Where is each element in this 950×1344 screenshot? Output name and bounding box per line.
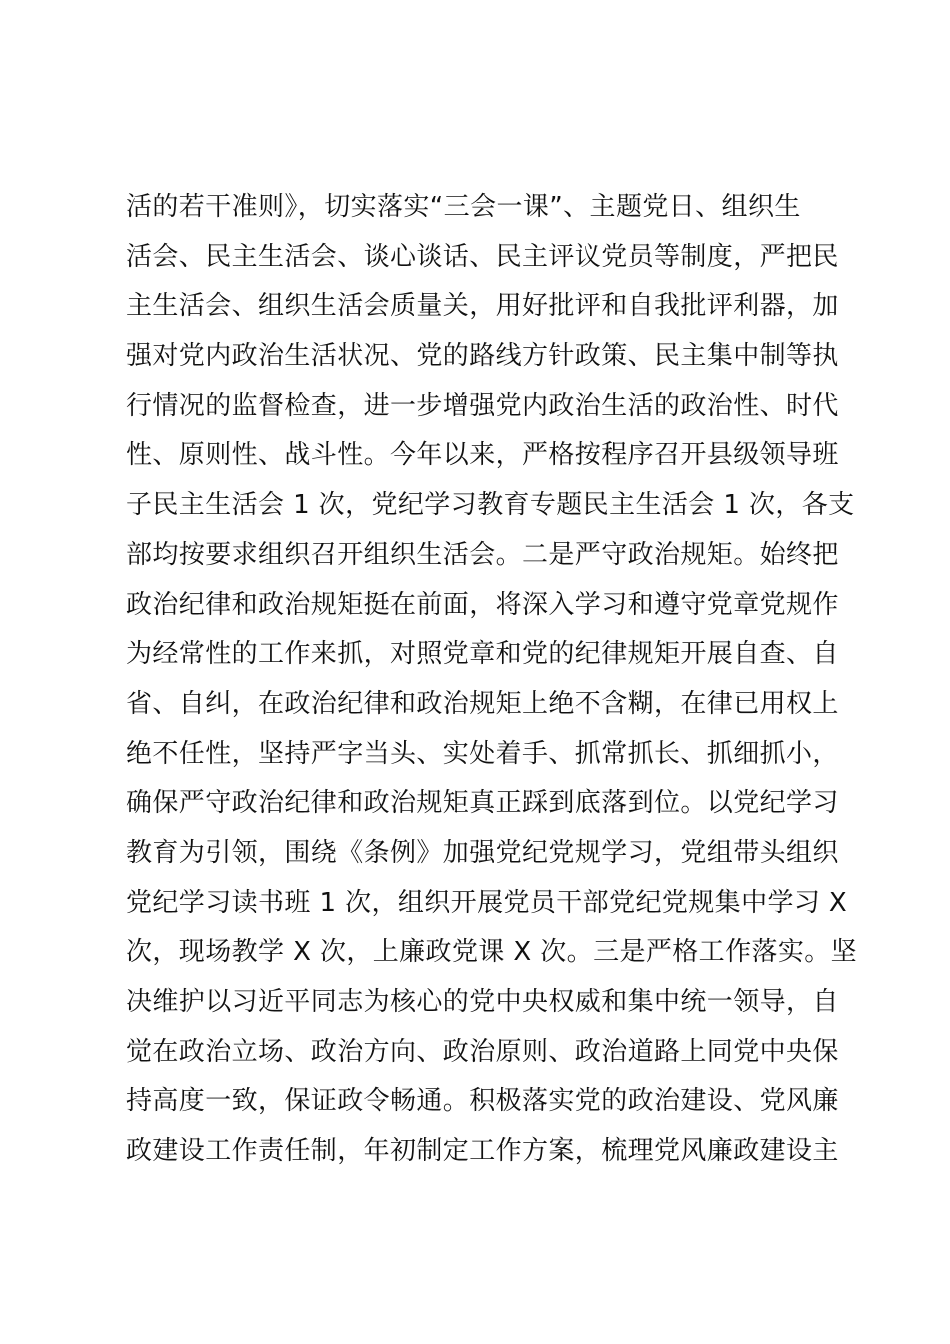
text-line: 政建设工作责任制，年初制定工作方案，梳理党风廉政建设主	[126, 1136, 839, 1167]
text-line: 省、自纠，在政治纪律和政治规矩上绝不含糊，在律已用权上	[126, 688, 839, 719]
text-line: 强对党内政治生活状况、党的路线方针政策、民主集中制等执	[126, 341, 839, 372]
body-paragraph	[126, 183, 858, 1177]
text-line: 次，现场教学 X 次，上廉政党课 X 次。三是严格工作落实。坚	[126, 937, 858, 968]
text-line: 行情况的监督检查，进一步增强党内政治生活的政治性、时代	[126, 390, 839, 421]
text-line: 持高度一致，保证政令畅通。积极落实党的政治建设、党风廉	[126, 1086, 839, 1117]
text-line: 性、原则性、战斗性。今年以来，严格按程序召开县级领导班	[126, 440, 839, 471]
text-line: 活会、民主生活会、谈心谈话、民主评议党员等制度，严把民	[126, 241, 839, 272]
text-line: 绝不任性，坚持严字当头、实处着手、抓常抓长、抓细抓小，	[126, 738, 839, 769]
text-line: 教育为引领，围绕《条例》加强党纪党规学习，党组带头组织	[126, 837, 839, 868]
text-line: 决维护以习近平同志为核心的党中央权威和集中统一领导，自	[126, 987, 839, 1017]
text-line: 觉在政治立场、政治方向、政治原则、政治道路上同党中央保	[126, 1036, 839, 1067]
text-line: 部均按要求组织召开组织生活会。二是严守政治规矩。始终把	[126, 539, 839, 570]
text-line: 政治纪律和政治规矩挺在前面，将深入学习和遵守党章党规作	[126, 589, 839, 620]
text-line: 子民主生活会 1 次，党纪学习教育专题民主生活会 1 次，各支	[126, 490, 855, 521]
text-line: 确保严守政治纪律和政治规矩真正踩到底落到位。以党纪学习	[126, 788, 839, 819]
text-line: 为经常性的工作来抓，对照党章和党的纪律规矩开展自查、自	[126, 639, 839, 670]
text-line: 活的若干准则》，切实落实“三会一课”、主题党日、组织生	[126, 192, 801, 222]
text-line: 主生活会、组织生活会质量关，用好批评和自我批评利器，加	[126, 291, 839, 322]
text-line: 党纪学习读书班 1 次，组织开展党员干部党纪党规集中学习 X	[126, 887, 848, 918]
